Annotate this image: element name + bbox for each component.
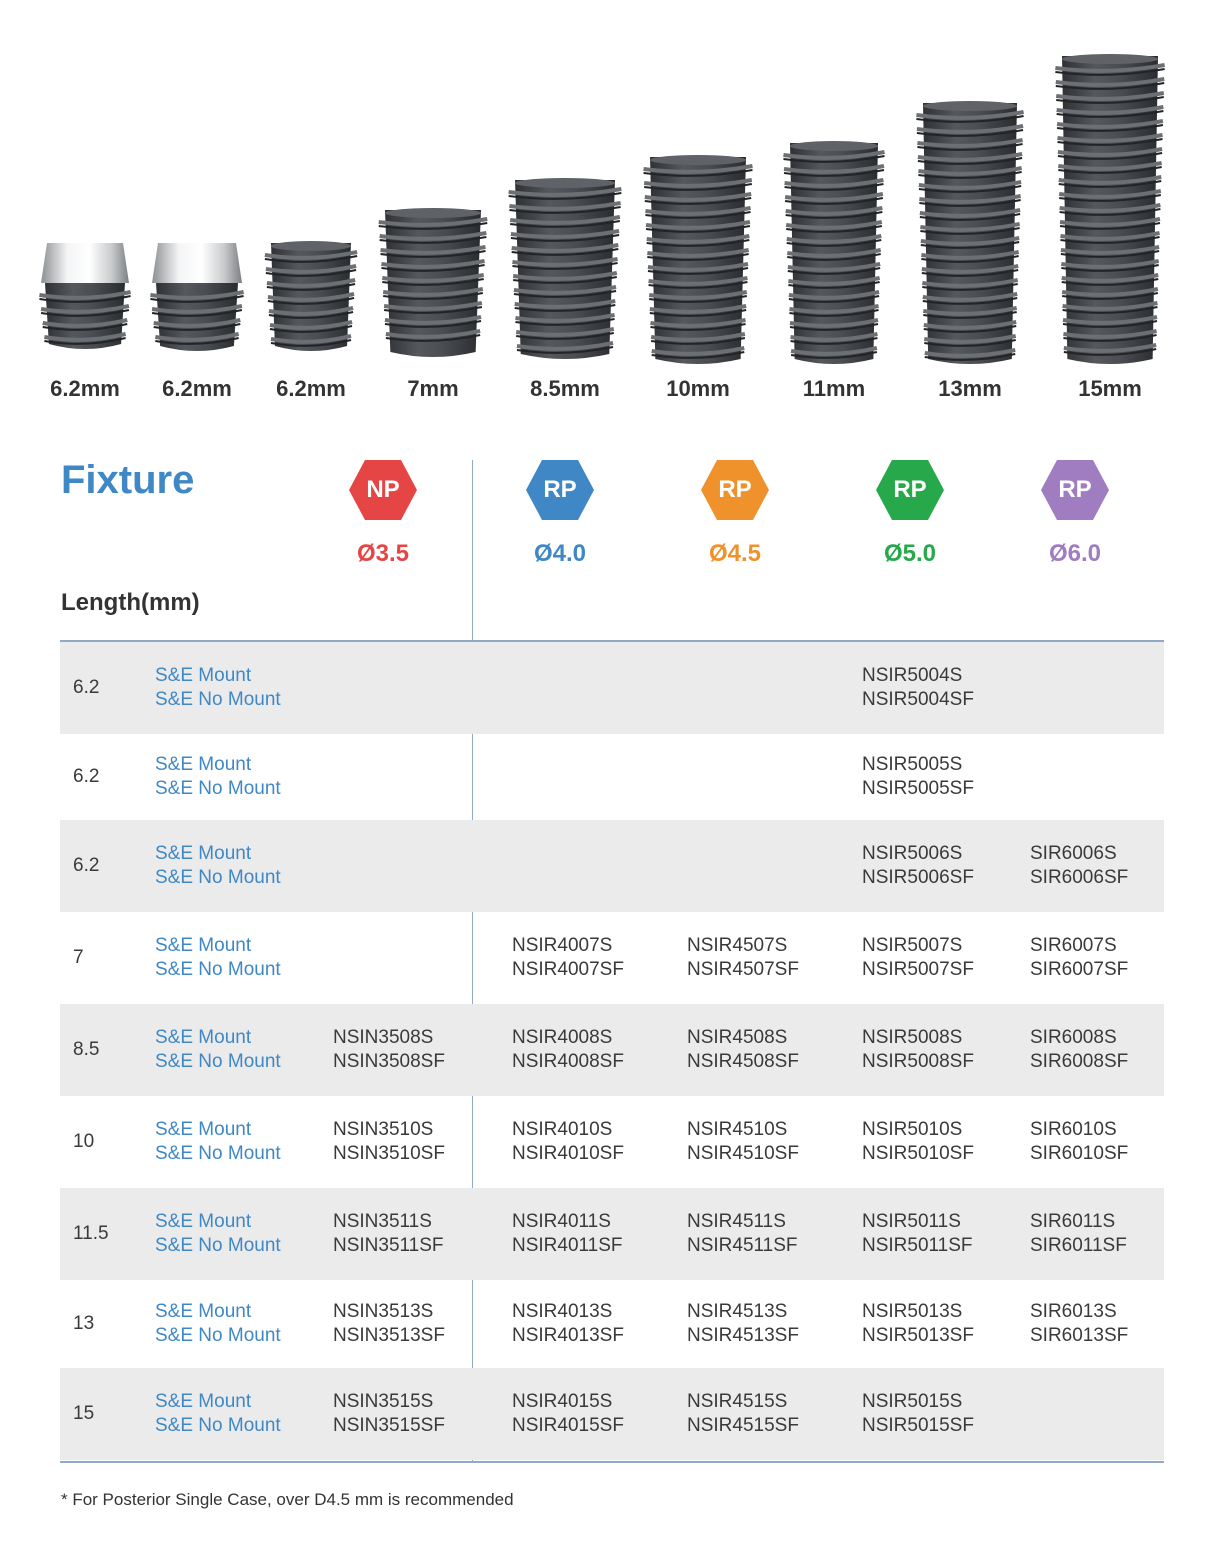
product-code: NSIR5005S [862,754,963,775]
mount-option: S&E Mount [155,935,252,956]
product-code: NSIR4015SF [512,1415,624,1436]
mount-option: S&E Mount [155,754,252,775]
product-code: NSIR5008SF [862,1051,974,1072]
mount-option: S&E Mount [155,843,252,864]
implant-top [923,101,1017,111]
mount-option: S&E Mount [155,1027,252,1048]
mount-option: S&E Mount [155,1391,252,1412]
mount-option: S&E No Mount [155,1235,281,1256]
product-code-cell [687,934,799,982]
implant-top [515,178,615,188]
platform-badge-label: NP [366,476,400,503]
product-code: NSIR4013SF [512,1325,624,1346]
table-row [60,734,1164,820]
product-code: NSIR4015S [512,1391,613,1412]
implant-1 [39,243,130,349]
implant-length-label: 11mm [802,376,866,401]
table-row [60,1096,1164,1188]
product-code: SIR6008S [1030,1027,1117,1048]
product-code: NSIN3515SF [333,1415,445,1436]
row-length: 6.2 [73,855,100,876]
platform-badge-rp [875,459,945,521]
product-code-cell [862,1390,974,1438]
table-row [60,820,1164,912]
product-code: NSIN3513SF [333,1325,445,1346]
product-code-cell [512,1300,624,1348]
product-code: SIR6006SF [1030,867,1129,888]
row-mount-options [155,753,281,801]
product-code: SIR6010SF [1030,1143,1129,1164]
product-code: NSIR5011SF [862,1235,973,1256]
row-length: 8.5 [73,1039,100,1060]
product-code-cell [862,934,974,982]
product-code: NSIR5015S [862,1391,963,1412]
implant-4 [379,208,487,357]
table-row [60,912,1164,1004]
product-code: NSIR4513S [687,1301,788,1322]
implant-3 [265,241,357,351]
fixture-table [60,642,1164,1460]
product-code: NSIR4508S [687,1027,788,1048]
mount-option: S&E No Mount [155,1415,281,1436]
platform-badge-rp [525,459,595,521]
product-code: SIR6008SF [1030,1051,1129,1072]
product-code-cell [1030,1210,1127,1258]
product-code: NSIR5006SF [862,867,974,888]
row-length: 6.2 [73,677,100,698]
platform-diameter: Ø6.0 [1048,540,1102,567]
implant-2 [150,243,243,351]
platform-badge-rp [700,459,770,521]
product-code: NSIN3508SF [333,1051,445,1072]
product-code-cell [687,1390,799,1438]
mount-option: S&E No Mount [155,689,281,710]
implant-length-label: 7mm [407,376,459,401]
product-code-cell [862,1026,974,1074]
section-title: Fixture [61,458,195,502]
platform-badge-rp [1040,459,1110,521]
product-code: NSIR4508SF [687,1051,799,1072]
platform-diameter: Ø4.5 [708,540,762,567]
product-code: NSIR5015SF [862,1415,974,1436]
product-code: NSIN3513S [333,1301,434,1322]
product-code-cell [862,1210,973,1258]
product-code: NSIR4515S [687,1391,788,1412]
implant-top [385,208,481,218]
row-mount-options [155,664,281,712]
implant-6 [644,155,753,364]
implant-collar [41,243,129,283]
product-code: NSIR5005SF [862,778,974,799]
product-code: SIR6013S [1030,1301,1117,1322]
product-code: NSIR5013S [862,1301,963,1322]
table-row [60,642,1164,734]
product-code: NSIR4510SF [687,1143,799,1164]
mount-option: S&E No Mount [155,778,281,799]
product-code-cell [1030,842,1128,890]
implant-9 [1055,54,1164,364]
product-code: SIR6011S [1030,1211,1116,1232]
mount-option: S&E No Mount [155,1325,281,1346]
platform-badge-label: RP [1058,476,1092,503]
row-length: 10 [73,1131,95,1152]
product-code: NSIR5007SF [862,959,974,980]
row-length: 11.5 [73,1223,109,1244]
implant-length-label: 6.2mm [50,376,120,401]
platform-diameter: Ø4.0 [533,540,587,567]
platform-diameter: Ø3.5 [356,540,410,567]
implant-length-label: 13mm [938,376,1002,401]
row-mount-options [155,934,281,982]
mount-option: S&E Mount [155,665,252,686]
product-code-cell [1030,1118,1128,1166]
product-code-cell [333,1390,445,1438]
implant-top [271,241,351,251]
implant-length-label: 15mm [1078,376,1142,401]
platform-badge-label: RP [718,476,752,503]
product-code: NSIR5004SF [862,689,974,710]
row-length: 6.2 [73,766,100,787]
product-code: NSIR4008SF [512,1051,624,1072]
row-mount-options [155,1300,281,1348]
implant-8 [916,101,1023,364]
product-code-cell [862,664,974,712]
row-mount-options [155,1390,281,1438]
mount-option: S&E Mount [155,1211,252,1232]
product-code: NSIR4011SF [512,1235,623,1256]
product-code: NSIN3510SF [333,1143,445,1164]
product-code: SIR6007S [1030,935,1117,956]
product-code-cell [512,1210,623,1258]
product-code-cell [333,1300,445,1348]
platform-diameter: Ø5.0 [883,540,937,567]
mount-option: S&E No Mount [155,959,281,980]
product-code: SIR6013SF [1030,1325,1129,1346]
product-code-cell [862,1118,974,1166]
table-row [60,1004,1164,1096]
product-code: SIR6006S [1030,843,1117,864]
product-code: NSIR5006S [862,843,963,864]
product-code-cell [333,1026,445,1074]
implant-length-label: 6.2mm [276,376,346,401]
table-bottom-rule [60,1461,1164,1463]
mount-option: S&E Mount [155,1301,252,1322]
row-length: 15 [73,1403,95,1424]
product-code-cell [862,842,974,890]
product-code: NSIR4511SF [687,1235,798,1256]
product-code-cell [333,1118,445,1166]
product-code-cell [687,1026,799,1074]
product-code: NSIR4011S [512,1211,611,1232]
product-code-cell [512,934,624,982]
product-code: NSIN3510S [333,1119,434,1140]
product-code: SIR6007SF [1030,959,1129,980]
row-mount-options [155,1026,281,1074]
row-mount-options [155,1210,281,1258]
product-code-cell [1030,934,1128,982]
implant-7 [783,141,884,364]
mount-option: S&E Mount [155,1119,252,1140]
product-code: NSIN3511SF [333,1235,444,1256]
footnote: * For Posterior Single Case, over D4.5 mm is recommended [61,1490,514,1509]
implant-length-label: 10mm [666,376,730,401]
product-code-cell [512,1026,624,1074]
product-code-cell [1030,1300,1128,1348]
mount-option: S&E No Mount [155,1143,281,1164]
product-code: NSIR4513SF [687,1325,799,1346]
product-code: NSIR5004S [862,665,963,686]
implant-top [650,155,746,165]
product-code-cell [512,1390,624,1438]
product-code: NSIR4010SF [512,1143,624,1164]
product-code-cell [1030,1026,1128,1074]
implant-collar [152,243,242,283]
product-code: NSIR4013S [512,1301,613,1322]
implant-lineup [0,0,1227,410]
product-code: NSIR4507SF [687,959,799,980]
product-code: NSIR4510S [687,1119,788,1140]
row-mount-options [155,1118,281,1166]
product-code: NSIR4511S [687,1211,786,1232]
product-code: NSIR5008S [862,1027,963,1048]
product-code: NSIR4007SF [512,959,624,980]
product-code: NSIR5013SF [862,1325,974,1346]
product-code: NSIR4507S [687,935,788,956]
product-code-cell [862,753,974,801]
platform-badge-np [348,459,418,521]
mount-option: S&E No Mount [155,867,281,888]
implant-illustrations [0,0,1227,370]
row-length: 7 [73,947,84,968]
product-code: NSIR5010SF [862,1143,974,1164]
table-row [60,1368,1164,1460]
product-code: SIR6011SF [1030,1235,1127,1256]
row-mount-options [155,842,281,890]
implant-5 [509,178,622,359]
implant-top [790,141,878,151]
implant-length-label: 8.5mm [530,376,600,401]
product-code: NSIN3508S [333,1027,434,1048]
product-code-cell [687,1300,799,1348]
product-code: NSIR5007S [862,935,963,956]
platform-badge-label: RP [893,476,927,503]
product-code: NSIR5010S [862,1119,963,1140]
product-code: NSIR4007S [512,935,613,956]
length-column-header: Length(mm) [61,589,200,616]
product-code: NSIN3515S [333,1391,434,1412]
product-code-cell [687,1118,799,1166]
product-code: NSIR5011S [862,1211,961,1232]
product-code-cell [687,1210,798,1258]
product-code: NSIN3511S [333,1211,432,1232]
product-code-cell [333,1210,444,1258]
product-code-cell [512,1118,624,1166]
product-code: NSIR4008S [512,1027,613,1048]
product-code: NSIR4010S [512,1119,613,1140]
table-row [60,1188,1164,1280]
table-row [60,1280,1164,1368]
implant-top [1062,54,1158,64]
row-length: 13 [73,1313,95,1334]
product-code: NSIR4515SF [687,1415,799,1436]
implant-length-label: 6.2mm [162,376,232,401]
platform-badge-label: RP [543,476,577,503]
product-code: SIR6010S [1030,1119,1117,1140]
mount-option: S&E No Mount [155,1051,281,1072]
product-code-cell [862,1300,974,1348]
